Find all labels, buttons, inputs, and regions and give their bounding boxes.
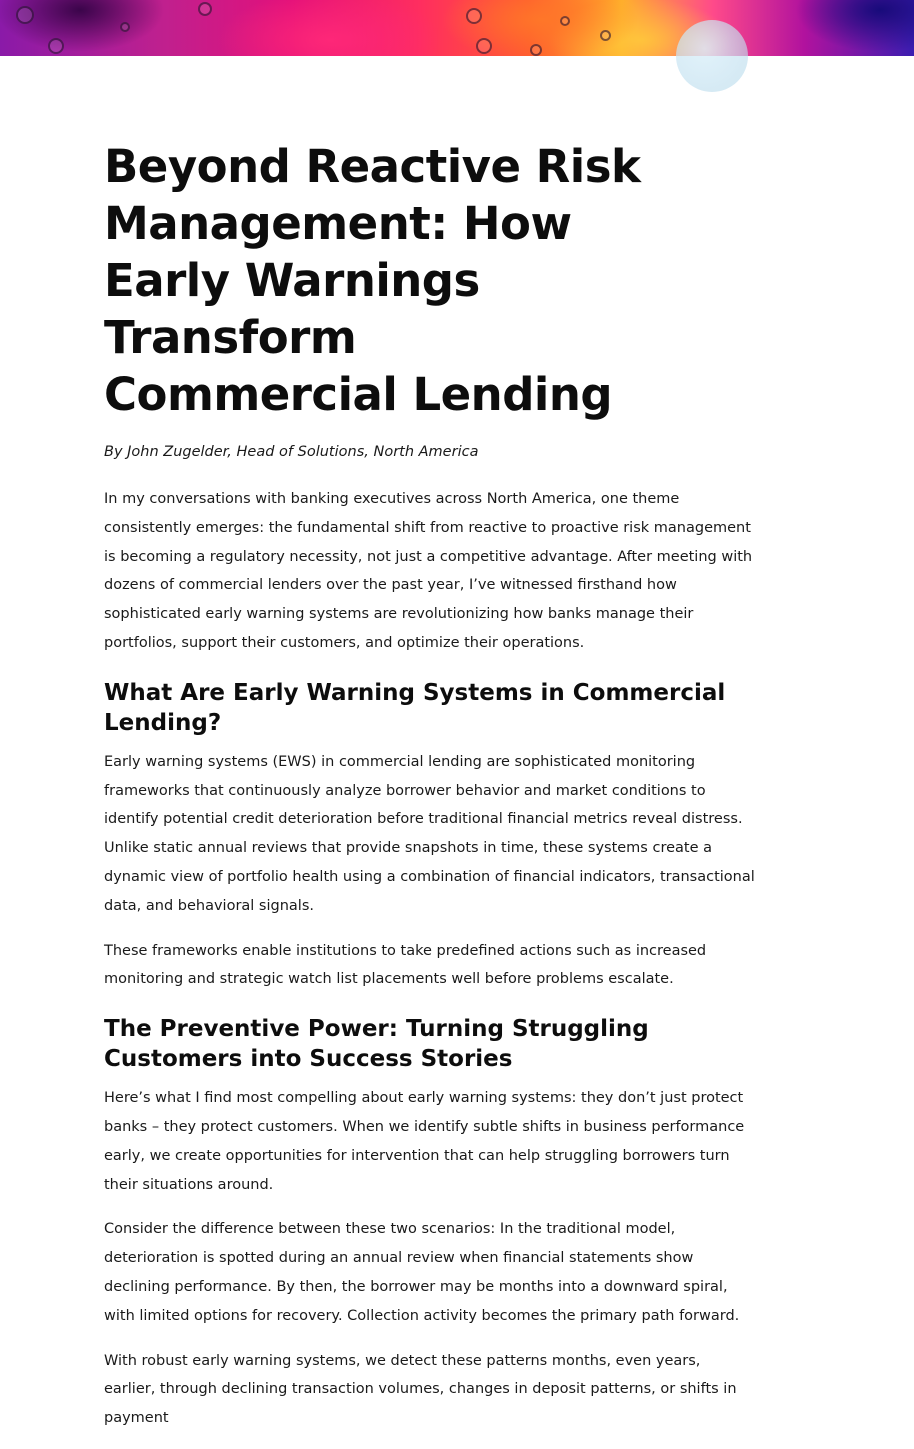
intro-paragraph: In my conversations with banking executives across North America, one theme consistently emerges: the fundamental shift from reactive to proactive risk management is becoming a regulatory necessity, not just a competitive advantage. After meeting with dozens of commercial lenders over the past year, I’ve witnessed firsthand how sophisticated early warning systems are revolutionizing how banks manage their portfolios, support their customers, and optimize their operations.	[104, 491, 753, 651]
bubble-decoration	[48, 38, 64, 54]
section-paragraph: Early warning systems (EWS) in commercial lending are sophisticated monitoring frameworks that continuously analyze borrower behavior and market conditions to identify potential credit deterioration before traditional financial metrics reveal distress. Unlike static annual reviews that provide snapshots in time, these systems create a dynamic view of portfolio health using a combination of financial indicators, transactional data, and behavioral signals.	[104, 753, 755, 914]
article-title: Beyond Reactive Risk Management: How Early Warnings Transform Commercial Lending	[104, 140, 641, 421]
bubble-decoration	[676, 20, 748, 92]
bubble-decoration	[16, 6, 34, 24]
article-byline: By John Zugelder, Head of Solutions, North America	[104, 444, 479, 460]
bubble-decoration	[600, 30, 611, 41]
bubble-decoration	[476, 38, 492, 54]
article	[104, 138, 756, 1449]
hero-banner-image	[0, 0, 914, 56]
bubble-decoration	[560, 16, 570, 26]
bubble-decoration	[120, 22, 130, 32]
bubble-decoration	[530, 44, 542, 56]
bubble-decoration	[198, 2, 212, 16]
section-paragraph: Consider the difference between these two scenarios: In the traditional model, deterioration is spotted during an annual review when financial statements show declining performance. By then, the borrower may be months into a downward spiral, with limited options for recovery. Collection activity becomes the primary path forward.	[104, 1221, 740, 1324]
section-paragraph: Here’s what I find most compelling about early warning systems: they don’t just protect banks – they protect customers. When we identify subtle shifts in business performance early, we create opportunities for intervention that can help struggling borrowers turn their situations around.	[104, 1090, 745, 1193]
section-heading: The Preventive Power: Turning Struggling Customers into Success Stories	[104, 1016, 649, 1073]
section-paragraph: With robust early warning systems, we detect these patterns months, even years, earlier, through declining transaction volumes, changes in deposit patterns, or shifts in payment	[104, 1352, 737, 1427]
section-heading: What Are Early Warning Systems in Commercial Lending?	[104, 679, 726, 736]
section-paragraph: These frameworks enable institutions to take predefined actions such as increased monitoring and strategic watch list placements well before problems escalate.	[104, 942, 707, 988]
bubble-decoration	[466, 8, 482, 24]
